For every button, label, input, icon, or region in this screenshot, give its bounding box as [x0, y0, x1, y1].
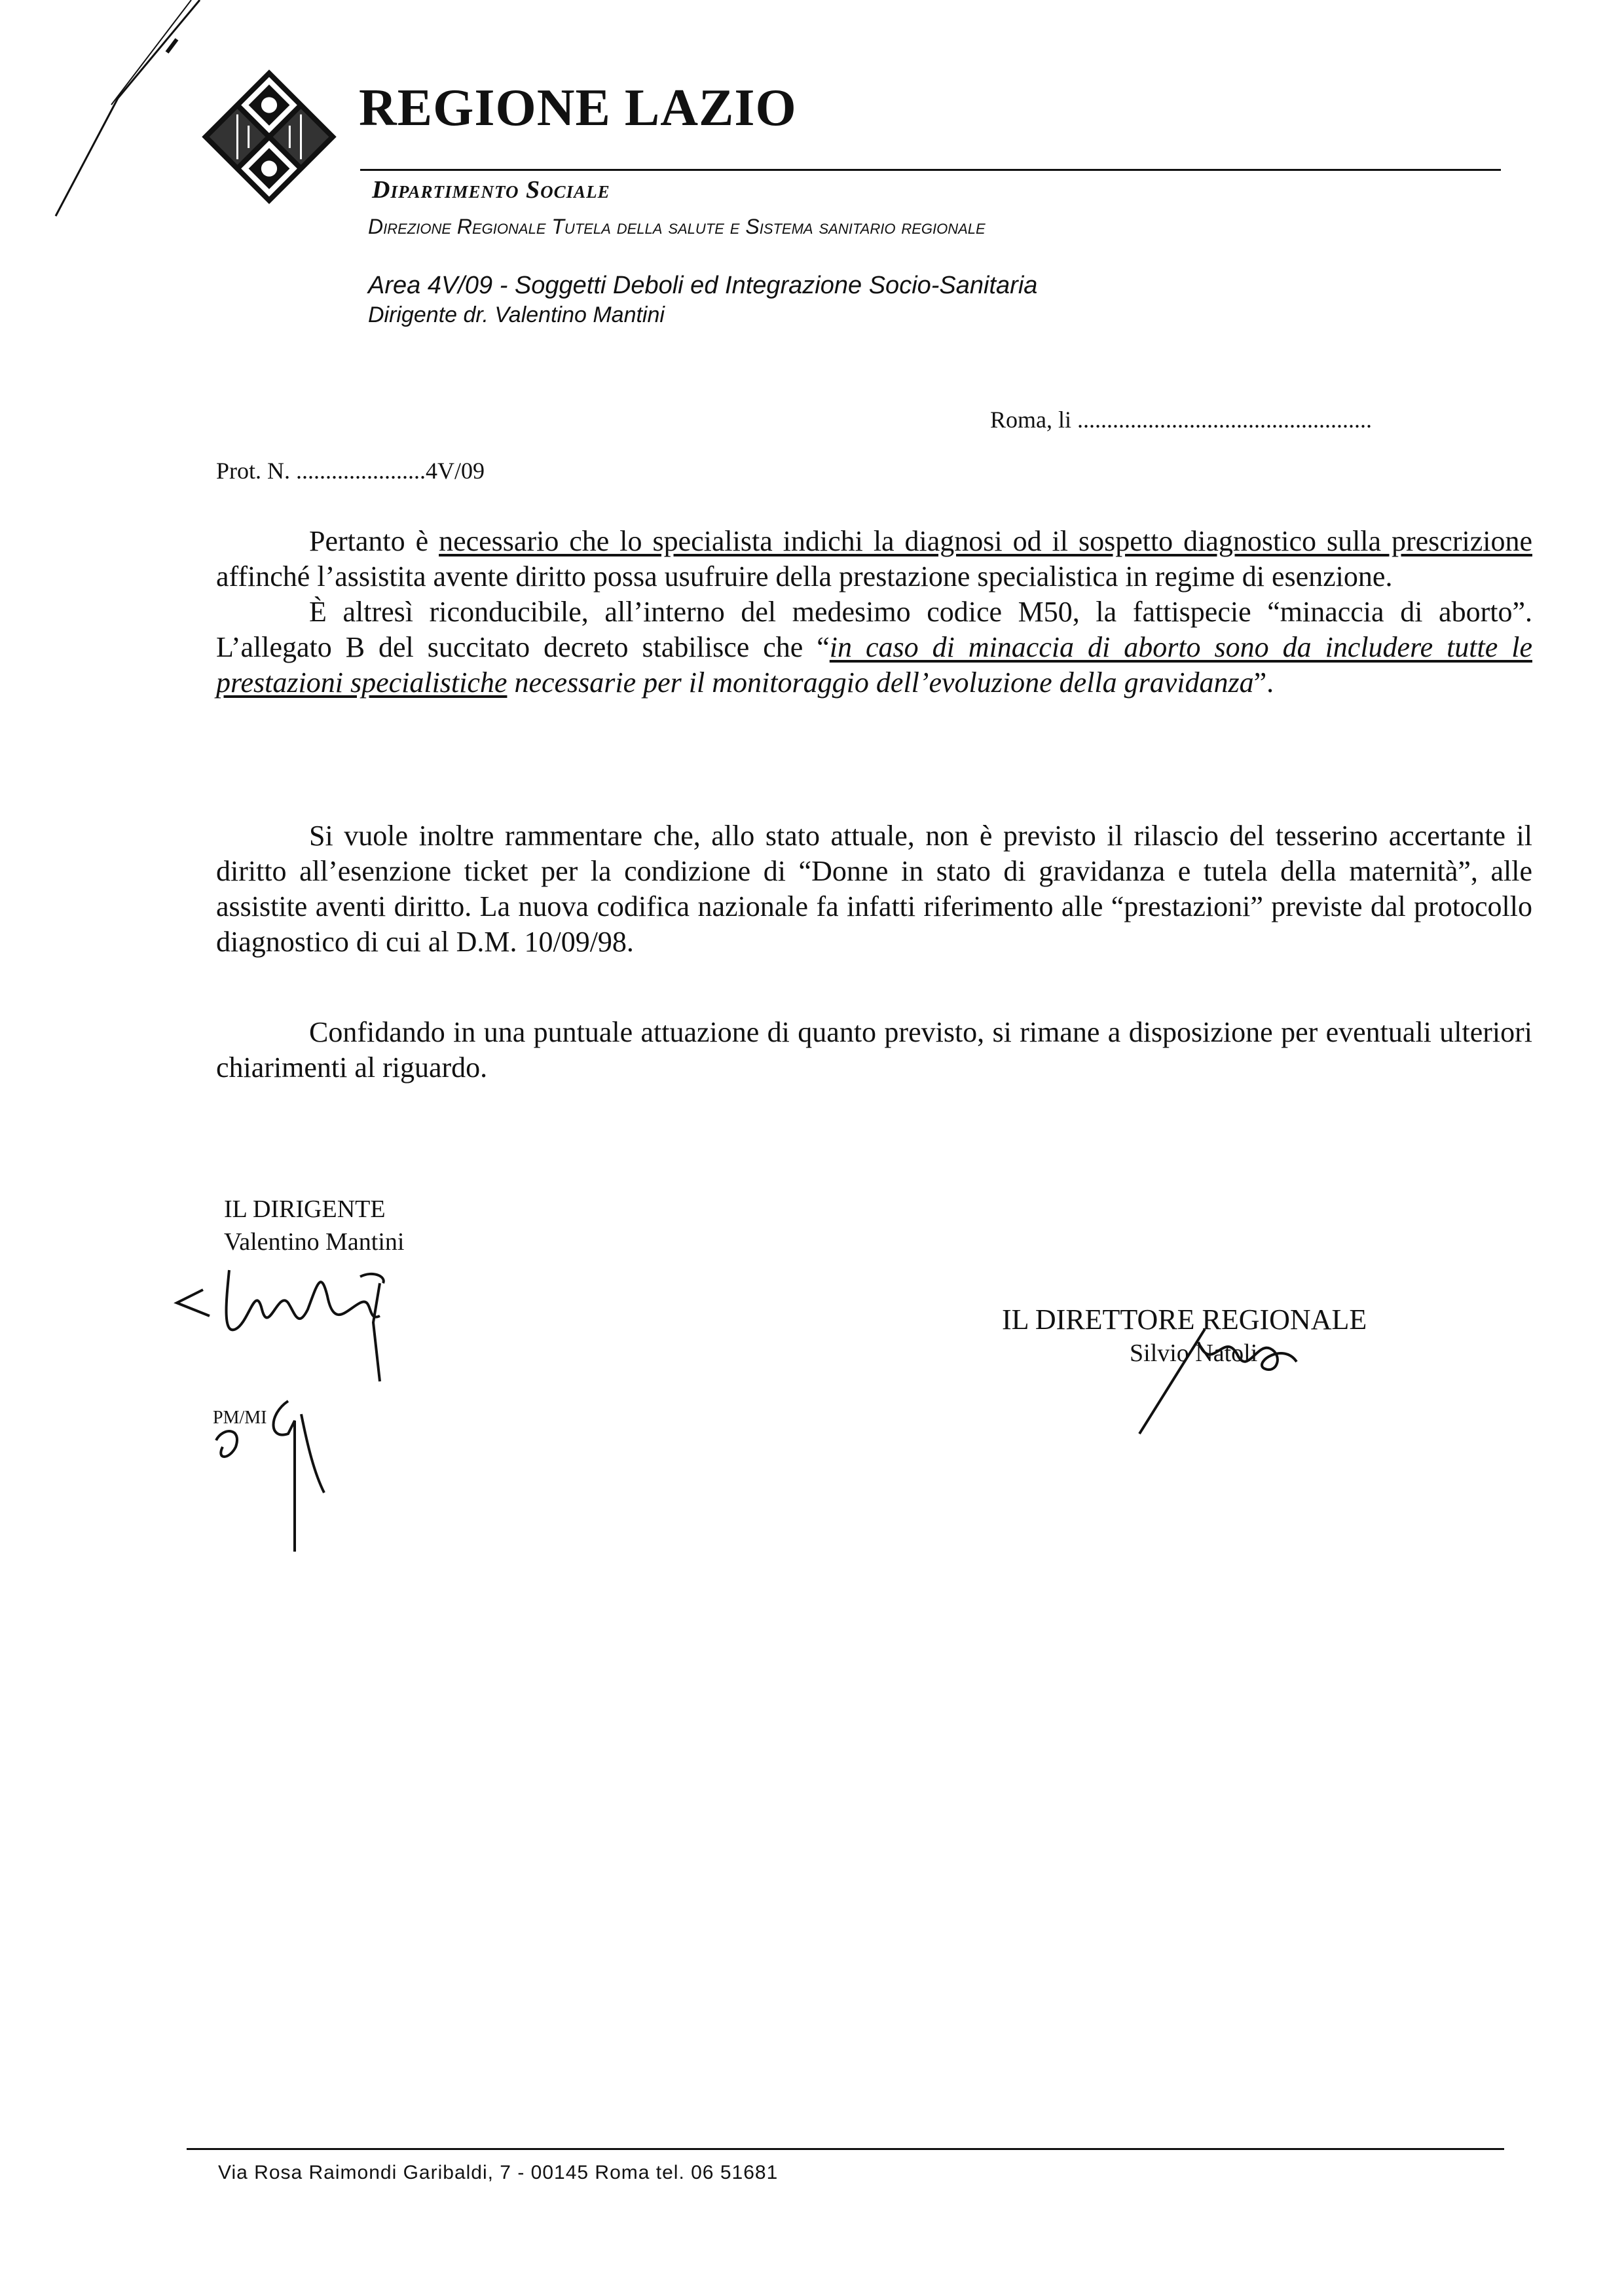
paragraph-confidando: Confidando in una puntuale attuazione di quanto previsto, si rimane a disposizione per eventuali ulteriori chiarimenti al riguardo. [216, 1016, 1532, 1084]
underlined-italic-text: in caso di minaccia di aborto sono da includere tutte le prestazioni specialistiche [216, 631, 1532, 699]
body-paragraph-2 [216, 818, 1532, 960]
dirigente-name: Dirigente dr. Valentino Mantini [368, 302, 665, 327]
paragraph-tesserino: Si vuole inoltre rammentare che, allo stato attuale, non è previsto il rilascio del tesserino accertante il diritto all’esenzione ticket per la condizione di “Donne in stato di gravidanza e tutela della maternità”, alle assistite aventi diritto. La nuova codifica nazionale fa infatti riferimento alle “prestazioni” previste dal protocollo diagnostico di cui al D.M. 10/09/98. [216, 820, 1532, 958]
italic-text: necessarie per il monitoraggio dell’evoluzione della gravidanza [507, 666, 1254, 699]
regione-lazio-crest-icon [196, 64, 342, 210]
text-run: affinché l’assistita avente diritto possa usufruire della prestazione specialistica in regime di esenzione. [216, 560, 1393, 592]
signatory-left-role: IL DIRIGENTE [224, 1195, 386, 1223]
protocol-number: Prot. N. ......................4V/09 [216, 458, 485, 484]
underlined-text: necessario che lo specialista indichi la diagnosi od il sospetto diagnostico sulla prescrizione [439, 525, 1532, 557]
direzione-name: Direzione Regionale Tutela della salute e Sistema sanitario regionale [368, 215, 986, 238]
corner-pen-mark [39, 0, 210, 223]
reference-initials: PM/MI [213, 1408, 267, 1428]
body-paragraph-1 [216, 524, 1532, 701]
text-run: Pertanto è [309, 525, 439, 557]
paragraph-altresi [216, 594, 1532, 701]
body-paragraph-3 [216, 1015, 1532, 1085]
date-line: Roma, li .................................................. [990, 407, 1372, 433]
signatory-right-role: IL DIRETTORE REGIONALE [1002, 1303, 1367, 1336]
text-run: ”. [1253, 666, 1274, 699]
area-name: Area 4V/09 - Soggetti Deboli ed Integrazione Socio-Sanitaria [368, 272, 1038, 299]
signatory-right-name: Silvio Natoli [1130, 1339, 1258, 1367]
handwritten-signature-left [164, 1231, 439, 1401]
handwritten-signature-right [1113, 1303, 1349, 1453]
header-divider [360, 169, 1501, 171]
handwritten-initials [196, 1388, 341, 1558]
text-run: È altresì riconducibile, all’interno del medesimo codice M50, la fattispecie “minaccia di aborto”. L’allegato B del succitato decreto stabilisce che “ [216, 596, 1532, 663]
department-name: Dipartimento Sociale [372, 176, 610, 204]
footer-address: Via Rosa Raimondi Garibaldi, 7 - 00145 Roma tel. 06 51681 [218, 2162, 779, 2183]
signatory-left-name: Valentino Mantini [224, 1228, 405, 1256]
footer-divider [187, 2148, 1504, 2150]
page-title: REGIONE LAZIO [359, 79, 797, 137]
paragraph-pertanto [216, 524, 1532, 594]
